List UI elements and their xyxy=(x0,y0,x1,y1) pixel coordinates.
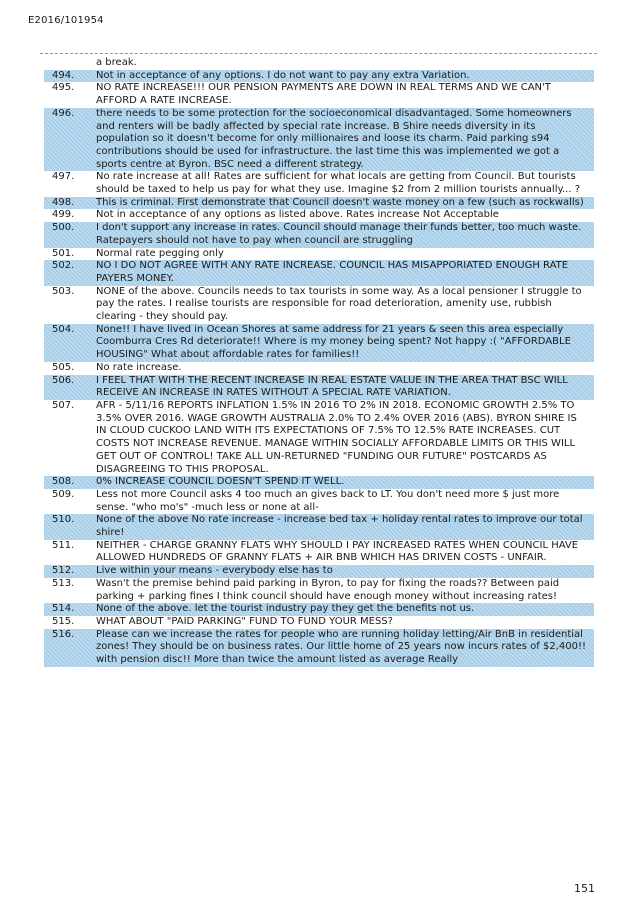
submission-row xyxy=(44,222,594,247)
submission-text: Normal rate pegging only xyxy=(96,247,224,259)
submission-row xyxy=(44,400,594,476)
submission-number: 494. xyxy=(52,69,75,81)
submission-row xyxy=(44,260,594,285)
submission-row xyxy=(44,171,594,196)
submission-row xyxy=(44,616,594,629)
submission-row xyxy=(44,197,594,210)
submission-number: 500. xyxy=(52,222,75,234)
submission-row xyxy=(44,540,594,565)
submission-text: AFR - 5/11/16 REPORTS INFLATION 1.5% IN 2016 TO 2% IN 2018. ECONOMIC GROWTH 2.5% TO 3.5% OVER 2016. WAGE GROWTH AUSTRALIA 2.0% TO 2.4% OVER 2016 (ABS). BYRON SHIRE IS IN CLOUD CUCKOO LAND WITH ITS EXPECTATIONS OF 7.5% TO 12.5% RATE INCREASES. CUT COSTS NOT INCREASE REVENUE. MANAGE WITHIN SOCIALLY AFFORDABLE LIMITS OR THIS WILL GET OUT OF CONTROL! TAKE ALL UN-RETURNED "FUNDING OUR FUTURE" POSTCARDS AS DISAGREEING TO THIS PROPOSAL. xyxy=(96,399,577,475)
submission-number: 509. xyxy=(52,488,75,500)
submission-text: None of the above. let the tourist industry pay they get the benefits not us. xyxy=(96,603,475,615)
submission-row xyxy=(44,489,594,514)
submission-number: 510. xyxy=(52,514,75,526)
submission-row xyxy=(44,248,594,261)
submission-number: 502. xyxy=(52,260,75,272)
submission-text: a break. xyxy=(96,57,137,68)
submission-row xyxy=(44,57,594,70)
submission-row xyxy=(44,578,594,603)
submission-number: 507. xyxy=(52,399,75,411)
submission-text: WHAT ABOUT "PAID PARKING" FUND TO FUND YOUR MESS? xyxy=(96,615,393,627)
submission-number: 508. xyxy=(52,476,75,488)
submission-row xyxy=(44,286,594,324)
page-number: 151 xyxy=(574,882,595,895)
submission-number xyxy=(44,57,96,70)
submission-text: there needs to be some protection for the socioeconomical disadvantaged. Some homeowners and renters will be badly affected by special rate increase. B Shire needs diversity in its population so it doesn't become for only millionaires and loose its charm. Paid parking s94 contributions should be used for infrastructure. the last time this was implemented we got a sports centre at Byron. BSC need a different strategy. xyxy=(96,107,572,170)
submission-text: Less not more Council asks 4 too much an gives back to LT. You don't need more $ just more sense. "who mo's" -much less or none at all- xyxy=(96,488,560,513)
submission-row xyxy=(44,209,594,222)
submission-row xyxy=(44,324,594,362)
submission-number: 516. xyxy=(52,628,75,640)
submission-text: No rate increase at all! Rates are sufficient for what locals are getting from Council. But tourists should be taxed to help us pay for what they use. Imagine $2 from 2 million tourists annually... ? xyxy=(96,171,580,196)
submission-list xyxy=(44,57,594,667)
submission-text: Wasn't the premise behind paid parking in Byron, to pay for fixing the roads?? Between paid parking + parking fines I think council should have enough money without increasing rates! xyxy=(96,577,560,602)
submission-number: 506. xyxy=(52,374,75,386)
submission-text: None!! I have lived in Ocean Shores at same address for 21 years & seen this area especially Coomburra Cres Rd deteriorate!! Where is my money being spent? Not happy :( "AFFORDABLE HOUSING" What about affordable rates for families!! xyxy=(96,323,571,361)
submission-row xyxy=(44,375,594,400)
submission-number: 496. xyxy=(52,107,75,119)
submission-text: Please can we increase the rates for people who are running holiday letting/Air BnB in residential zones! They should be on business rates. Our little home of 25 years now incurs rates of $2,400!! with pension disc!! More than twice the amount listed as average Really xyxy=(96,628,586,666)
submission-row xyxy=(44,476,594,489)
submission-text: I don't support any increase in rates. Council should manage their funds better, too much waste. Ratepayers should not have to pay when council are struggling xyxy=(96,222,582,246)
submission-number: 501. xyxy=(52,247,75,259)
submission-text: NEITHER - CHARGE GRANNY FLATS WHY SHOULD I PAY INCREASED RATES WHEN COUNCIL HAVE ALLOWED HUNDREDS OF GRANNY FLATS + AIR BNB WHICH HAS DRIVEN COSTS - UNFAIR. xyxy=(96,539,579,564)
submission-text: Not in acceptance of any options. I do not want to pay any extra Variation. xyxy=(96,69,470,81)
submission-row xyxy=(44,108,594,172)
submission-row xyxy=(44,362,594,375)
submission-number: 495. xyxy=(52,82,75,94)
submission-text: NO RATE INCREASE!!! OUR PENSION PAYMENTS ARE DOWN IN REAL TERMS AND WE CAN'T AFFORD A RATE INCREASE. xyxy=(96,82,551,107)
submission-number: 497. xyxy=(52,171,75,183)
submission-text: NONE of the above. Councils needs to tax tourists in some way. As a local pensioner I struggle to pay the rates. I realise tourists are responsible for road deterioration, amenity use, rubbish clearing - they should pay. xyxy=(96,285,582,323)
submission-row xyxy=(44,82,594,107)
submission-row xyxy=(44,603,594,616)
submission-text: NO I DO NOT AGREE WITH ANY RATE INCREASE. COUNCIL HAS MISAPPORIATED ENOUGH RATE PAYERS MONEY. xyxy=(96,260,569,284)
submission-number: 499. xyxy=(52,209,75,221)
submission-number: 503. xyxy=(52,285,75,297)
submission-text: 0% INCREASE COUNCIL DOESN'T SPEND IT WELL. xyxy=(96,476,345,488)
submission-number: 511. xyxy=(52,539,75,551)
submission-text: None of the above No rate increase - increase bed tax + holiday rental rates to improve our total shire! xyxy=(96,514,583,539)
submission-number: 504. xyxy=(52,323,75,335)
document-id: E2016/101954 xyxy=(28,15,104,26)
submission-number: 512. xyxy=(52,565,75,577)
submission-number: 498. xyxy=(52,196,75,208)
submission-text: This is criminal. First demonstrate that Council doesn't waste money on a few (such as rockwalls) xyxy=(96,196,584,208)
submission-number: 515. xyxy=(52,615,75,627)
submission-text: I FEEL THAT WITH THE RECENT INCREASE IN REAL ESTATE VALUE IN THE AREA THAT BSC WILL RECEIVE AN INCREASE IN RATES WITHOUT A SPECIAL RATE VARIATION. xyxy=(96,374,568,399)
submission-number: 513. xyxy=(52,577,75,589)
submission-text: Not in acceptance of any options as listed above. Rates increase Not Acceptable xyxy=(96,209,499,221)
submission-row xyxy=(44,565,594,578)
submission-text: Live within your means - everybody else has to xyxy=(96,565,333,577)
header-divider xyxy=(40,53,597,54)
submission-number: 514. xyxy=(52,603,75,615)
submission-text: No rate increase. xyxy=(96,361,182,373)
submission-row xyxy=(44,629,594,667)
submission-row xyxy=(44,514,594,539)
submission-row xyxy=(44,70,594,83)
submission-number: 505. xyxy=(52,361,75,373)
